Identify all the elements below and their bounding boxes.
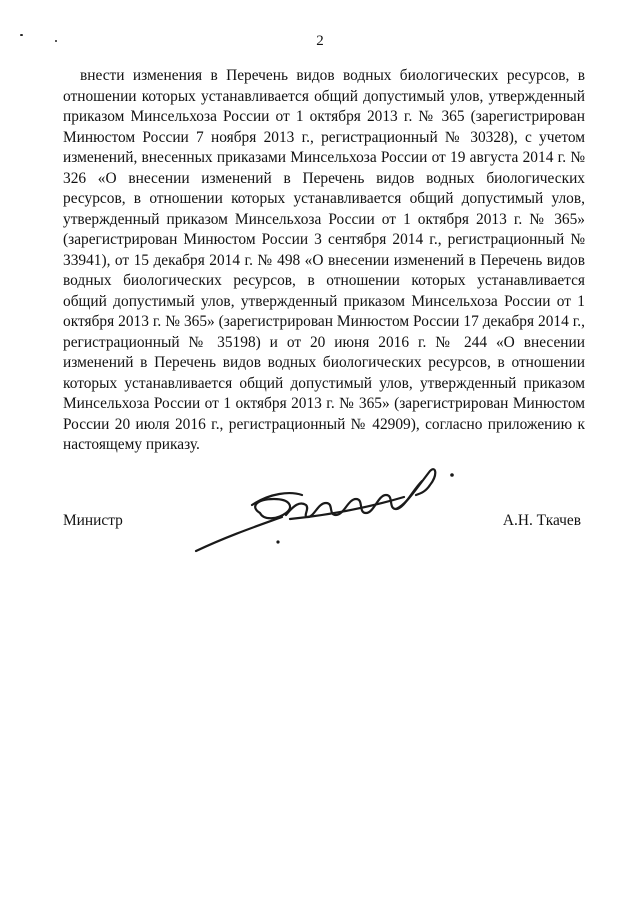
- handwritten-signature: [190, 455, 470, 565]
- signatory-name: А.Н. Ткачев: [502, 512, 581, 529]
- body-paragraph: внести изменения в Перечень видов водных биологических ресурсов, в отношении которых устанавливается общий допустимый улов, утвержденный приказом Минсельхоза России от 1 октября 2013 г. № 365 (зарегистрирован Минюстом России 7 ноября 2013 г., регистрационный № 30328), с учетом изменений, внесенных приказами Минсельхоза России от 19 августа 2014 г. № 326 «О внесении изменений в Перечень видов водных биологических ресурсов, в отношении которых устанавливается общий допустимый улов, утвержденный приказом Минсельхоза России от 1 октября 2013 г. № 365» (зарегистрирован Минюстом России 3 сентября 2014 г., регистрационный № 33941), от 15 декабря 2014 г. № 498 «О внесении изменений в Перечень видов водных биологических ресурсов, в отношении которых устанавливается общий допустимый улов, утвержденный приказом Минсельхоза России от 1 октября 2013 г. № 365» (зарегистрирован Минюстом России 17 декабря 2014 г., регистрационный № 35198) и от 20 июня 2016 г. № 244 «О внесении изменений в Перечень видов водных биологических ресурсов, в отношении которых устанавливается общий допустимый улов, утвержденный приказом Минсельхоза России от 1 октября 2013 г. № 365» (зарегистрирован Минюстом России 20 июля 2016 г., регистрационный № 42909), согласно приложению к настоящему приказу.: [63, 67, 585, 453]
- page-number: 2: [316, 33, 324, 49]
- signatory-title: Министр: [63, 512, 123, 529]
